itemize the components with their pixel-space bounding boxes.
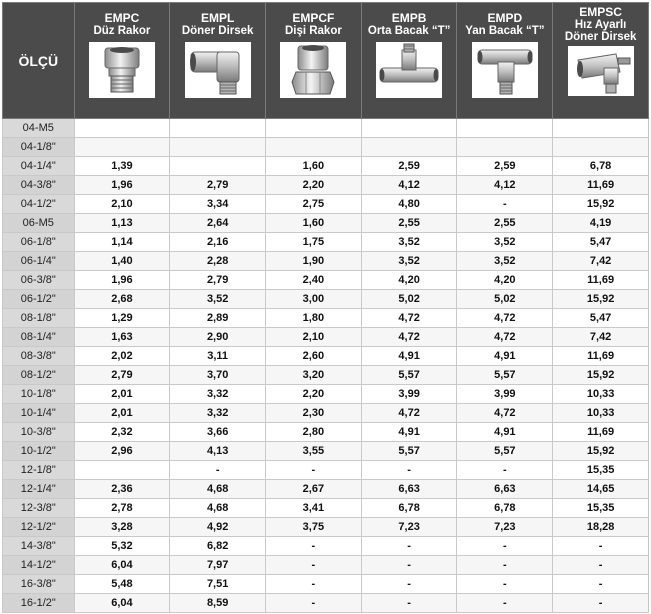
price-cell: 4,72 [457, 309, 553, 328]
table-row [3, 423, 649, 442]
price-cell: 3,32 [170, 404, 266, 423]
product-header [170, 3, 266, 119]
price-cell: 1,96 [74, 176, 170, 195]
price-cell: 5,32 [74, 537, 170, 556]
price-cell: 4,72 [457, 404, 553, 423]
size-cell: 12-1/2" [3, 518, 75, 537]
price-cell: 1,40 [74, 252, 170, 271]
product-header [74, 3, 170, 119]
price-cell: 1,75 [266, 233, 362, 252]
price-cell: 3,99 [457, 385, 553, 404]
price-cell: 3,75 [266, 518, 362, 537]
table-row [3, 233, 649, 252]
size-cell: 14-1/2" [3, 556, 75, 575]
price-cell [170, 119, 266, 138]
price-cell: 3,52 [361, 252, 457, 271]
price-cell: 6,63 [361, 480, 457, 499]
price-cell: 7,42 [553, 328, 649, 347]
price-cell: - [170, 461, 266, 480]
table-row [3, 404, 649, 423]
size-cell: 10-3/8" [3, 423, 75, 442]
size-cell: 04-1/2" [3, 195, 75, 214]
price-cell: 2,79 [170, 176, 266, 195]
price-cell: 4,72 [361, 309, 457, 328]
size-cell: 10-1/4" [3, 404, 75, 423]
price-cell: 2,01 [74, 404, 170, 423]
price-cell: 2,20 [266, 176, 362, 195]
size-cell: 06-1/8" [3, 233, 75, 252]
size-cell: 16-3/8" [3, 575, 75, 594]
price-cell: 3,52 [457, 252, 553, 271]
table-row [3, 442, 649, 461]
price-cell: 2,55 [457, 214, 553, 233]
product-code: EMPL [200, 11, 235, 25]
product-header [361, 3, 457, 119]
price-cell: 2,10 [74, 195, 170, 214]
table-row [3, 594, 649, 613]
price-cell: 2,40 [266, 271, 362, 290]
price-cell: 5,57 [361, 442, 457, 461]
table-row [3, 499, 649, 518]
price-cell: 6,82 [170, 537, 266, 556]
table-row [3, 556, 649, 575]
table-row [3, 309, 649, 328]
product-description: Dişi Rakor [284, 25, 342, 37]
price-cell: - [266, 575, 362, 594]
price-cell: 4,72 [361, 328, 457, 347]
price-cell: 5,47 [553, 233, 649, 252]
price-cell: 4,20 [457, 271, 553, 290]
price-cell: 2,59 [457, 157, 553, 176]
price-cell: 3,55 [266, 442, 362, 461]
price-cell: 3,41 [266, 499, 362, 518]
size-cell: 04-M5 [3, 119, 75, 138]
price-cell: 1,13 [74, 214, 170, 233]
table-row [3, 290, 649, 309]
price-cell: 15,92 [553, 195, 649, 214]
price-cell [74, 138, 170, 157]
price-cell: 2,28 [170, 252, 266, 271]
price-cell: 1,80 [266, 309, 362, 328]
price-cell: 1,90 [266, 252, 362, 271]
price-cell: 3,70 [170, 366, 266, 385]
price-cell: - [361, 594, 457, 613]
price-cell: 3,00 [266, 290, 362, 309]
price-cell: 18,28 [553, 518, 649, 537]
product-code: EMPB [391, 11, 427, 25]
size-cell: 10-1/8" [3, 385, 75, 404]
price-cell: - [266, 461, 362, 480]
price-cell: 2,16 [170, 233, 266, 252]
price-cell: 11,69 [553, 423, 649, 442]
price-cell: 5,02 [457, 290, 553, 309]
price-cell: 15,92 [553, 290, 649, 309]
table-row [3, 328, 649, 347]
price-cell: - [553, 575, 649, 594]
price-cell: 15,92 [553, 442, 649, 461]
size-cell: 08-1/4" [3, 328, 75, 347]
size-cell: 08-1/2" [3, 366, 75, 385]
price-cell: 5,57 [361, 366, 457, 385]
price-cell: - [457, 461, 553, 480]
price-cell: - [361, 556, 457, 575]
price-cell: - [266, 594, 362, 613]
price-cell [553, 138, 649, 157]
price-cell: - [553, 594, 649, 613]
product-header [457, 3, 553, 119]
price-cell [457, 119, 553, 138]
table-row [3, 138, 649, 157]
price-cell [361, 138, 457, 157]
price-cell: - [457, 195, 553, 214]
price-cell: 11,69 [553, 176, 649, 195]
table-row [3, 461, 649, 480]
table-row [3, 119, 649, 138]
price-cell: 2,55 [361, 214, 457, 233]
price-cell [553, 119, 649, 138]
price-cell: 4,68 [170, 499, 266, 518]
price-cell: - [457, 556, 553, 575]
price-cell: 3,28 [74, 518, 170, 537]
price-cell: 1,29 [74, 309, 170, 328]
price-cell: 15,92 [553, 366, 649, 385]
price-cell: 2,32 [74, 423, 170, 442]
price-cell [170, 157, 266, 176]
price-cell: 5,02 [361, 290, 457, 309]
price-cell: - [457, 575, 553, 594]
table-row [3, 214, 649, 233]
product-code: EMPSC [579, 5, 622, 19]
price-cell: - [553, 537, 649, 556]
price-cell: 2,36 [74, 480, 170, 499]
price-cell: - [361, 575, 457, 594]
size-cell: 04-1/4" [3, 157, 75, 176]
price-cell: 2,10 [266, 328, 362, 347]
size-cell: 06-3/8" [3, 271, 75, 290]
price-cell [266, 138, 362, 157]
price-cell: 11,69 [553, 347, 649, 366]
price-cell: 4,68 [170, 480, 266, 499]
price-cell: 2,59 [361, 157, 457, 176]
product-code: EMPC [104, 11, 140, 25]
size-cell: 04-3/8" [3, 176, 75, 195]
product-description: Yan Bacak “T” [465, 25, 545, 37]
price-cell: 4,91 [457, 423, 553, 442]
table-row [3, 271, 649, 290]
price-cell: 3,52 [361, 233, 457, 252]
table-body [3, 119, 649, 613]
price-cell: 10,33 [553, 385, 649, 404]
price-cell: 4,91 [457, 347, 553, 366]
price-cell: 6,04 [74, 556, 170, 575]
price-cell: - [457, 537, 553, 556]
price-cell: 4,12 [361, 176, 457, 195]
price-cell: 6,78 [553, 157, 649, 176]
table-row [3, 366, 649, 385]
price-cell: 2,01 [74, 385, 170, 404]
price-cell: 3,11 [170, 347, 266, 366]
price-cell: 6,63 [457, 480, 553, 499]
price-cell: 4,12 [457, 176, 553, 195]
price-cell: 3,32 [170, 385, 266, 404]
price-cell: 3,20 [266, 366, 362, 385]
price-cell: 4,91 [361, 347, 457, 366]
table-row [3, 252, 649, 271]
price-table [2, 2, 649, 613]
price-cell: 2,78 [74, 499, 170, 518]
price-cell: - [266, 556, 362, 575]
flow-control-fitting-icon [568, 46, 634, 96]
price-cell: 2,96 [74, 442, 170, 461]
price-cell: 7,51 [170, 575, 266, 594]
price-cell [266, 119, 362, 138]
price-cell: 3,34 [170, 195, 266, 214]
product-description: Döner Dirsek [181, 25, 254, 37]
price-cell: 1,96 [74, 271, 170, 290]
price-cell: 1,14 [74, 233, 170, 252]
price-cell: 6,04 [74, 594, 170, 613]
product-description: Döner Dirsek [564, 31, 637, 43]
size-cell: 12-1/4" [3, 480, 75, 499]
price-cell: 2,02 [74, 347, 170, 366]
price-cell: 4,19 [553, 214, 649, 233]
product-code: EMPD [487, 11, 523, 25]
size-column-header: ÖLÇÜ [3, 3, 75, 119]
price-cell: 6,78 [457, 499, 553, 518]
price-cell: 1,60 [266, 157, 362, 176]
price-cell: 2,80 [266, 423, 362, 442]
price-cell: 2,30 [266, 404, 362, 423]
price-cell: 2,79 [170, 271, 266, 290]
price-cell: - [361, 461, 457, 480]
price-cell [457, 138, 553, 157]
header-row [3, 3, 649, 119]
price-cell: 7,23 [457, 518, 553, 537]
size-cell: 12-3/8" [3, 499, 75, 518]
size-cell: 08-1/8" [3, 309, 75, 328]
size-cell: 04-1/8" [3, 138, 75, 157]
price-cell [74, 119, 170, 138]
table-row [3, 157, 649, 176]
table-row [3, 195, 649, 214]
price-cell: 7,23 [361, 518, 457, 537]
size-cell: 08-3/8" [3, 347, 75, 366]
table-row [3, 518, 649, 537]
price-cell [361, 119, 457, 138]
run-tee-fitting-icon [472, 42, 538, 98]
price-cell: 5,47 [553, 309, 649, 328]
table-row [3, 176, 649, 195]
price-cell: 4,72 [361, 404, 457, 423]
price-cell: 15,35 [553, 461, 649, 480]
price-cell: 5,48 [74, 575, 170, 594]
product-description: Düz Rakor [93, 25, 151, 37]
price-cell: 7,42 [553, 252, 649, 271]
price-cell: 5,57 [457, 442, 553, 461]
price-cell: 15,35 [553, 499, 649, 518]
price-cell: 4,72 [457, 328, 553, 347]
price-cell: - [361, 537, 457, 556]
size-cell: 06-M5 [3, 214, 75, 233]
price-cell: 1,60 [266, 214, 362, 233]
price-cell: 2,75 [266, 195, 362, 214]
product-description: Hız Ayarlı [574, 19, 627, 31]
price-cell: 10,33 [553, 404, 649, 423]
price-cell: 11,69 [553, 271, 649, 290]
table-row [3, 575, 649, 594]
price-cell: 7,97 [170, 556, 266, 575]
price-cell: 4,80 [361, 195, 457, 214]
price-cell: 3,99 [361, 385, 457, 404]
price-cell: 2,64 [170, 214, 266, 233]
price-cell: 2,90 [170, 328, 266, 347]
table-row [3, 347, 649, 366]
table-row [3, 537, 649, 556]
price-cell: 4,91 [361, 423, 457, 442]
price-cell: 2,20 [266, 385, 362, 404]
price-cell: - [457, 594, 553, 613]
price-cell: - [266, 537, 362, 556]
price-cell: - [553, 556, 649, 575]
price-cell: 2,67 [266, 480, 362, 499]
size-cell: 06-1/4" [3, 252, 75, 271]
table-row [3, 385, 649, 404]
product-header [553, 3, 649, 119]
size-cell: 12-1/8" [3, 461, 75, 480]
price-cell [170, 138, 266, 157]
branch-tee-fitting-icon [376, 42, 442, 98]
price-cell: 6,78 [361, 499, 457, 518]
table-row [3, 480, 649, 499]
straight-fitting-icon [89, 42, 155, 98]
price-cell: 3,66 [170, 423, 266, 442]
price-cell: 2,68 [74, 290, 170, 309]
price-cell: 2,89 [170, 309, 266, 328]
price-cell: 8,59 [170, 594, 266, 613]
product-header [266, 3, 362, 119]
elbow-fitting-icon [185, 42, 251, 98]
price-cell: 4,92 [170, 518, 266, 537]
price-cell: 2,60 [266, 347, 362, 366]
product-code: EMPCF [292, 11, 335, 25]
price-cell [74, 461, 170, 480]
product-description: Orta Bacak “T” [367, 25, 451, 37]
price-cell: 5,57 [457, 366, 553, 385]
price-cell: 4,13 [170, 442, 266, 461]
size-cell: 10-1/2" [3, 442, 75, 461]
price-cell: 3,52 [457, 233, 553, 252]
size-cell: 16-1/2" [3, 594, 75, 613]
price-cell: 1,39 [74, 157, 170, 176]
size-cell: 14-3/8" [3, 537, 75, 556]
female-fitting-icon [280, 42, 346, 98]
price-cell: 1,63 [74, 328, 170, 347]
price-cell: 3,52 [170, 290, 266, 309]
price-cell: 4,20 [361, 271, 457, 290]
size-cell: 06-1/2" [3, 290, 75, 309]
price-cell: 2,79 [74, 366, 170, 385]
price-cell: 14,65 [553, 480, 649, 499]
